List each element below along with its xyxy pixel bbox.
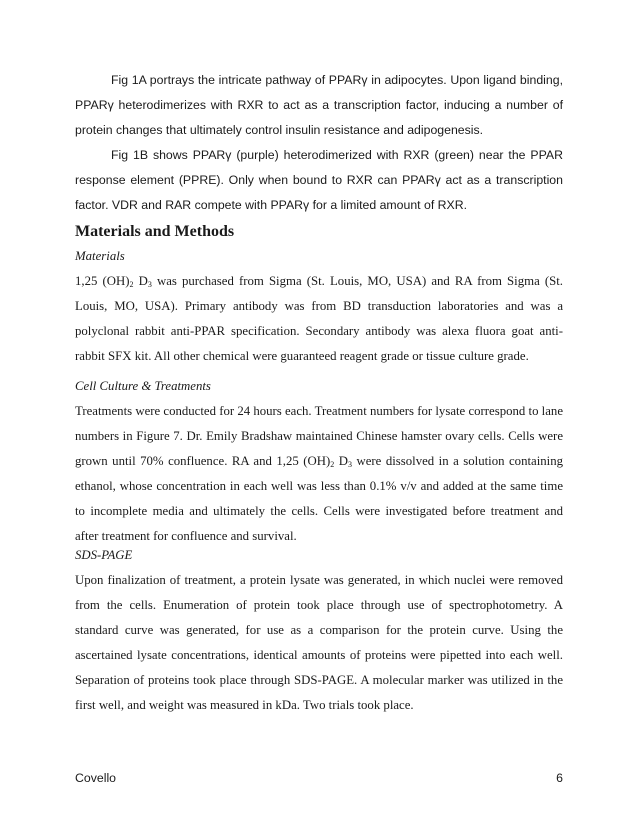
subscript: 2: [330, 460, 335, 469]
cell-culture-text-part: D: [334, 454, 349, 468]
materials-text-part: was purchased from Sigma (St. Louis, MO, USA) and RA from Sigma (St. Louis, MO, USA). Primary antibody was from BD transduction laboratories and was a polyclonal rabbit anti-PPAR specification. Secondary antibody was alexa fluora goat anti-rabbit SFX kit. All other chemical were guaranteed reagent grade or tissue culture grade.: [75, 274, 563, 363]
intro-paragraph-fig1a: Fig 1A portrays the intricate pathway of PPARγ in adipocytes. Upon ligand binding, PPARγ heterodimerizes with RXR to act as a transcription factor, inducing a number of protein changes that ultimately control insulin resistance and adipogenesis.: [75, 73, 563, 137]
sds-page-section: [75, 543, 563, 718]
subheading-cell-culture: Cell Culture & Treatments: [75, 379, 211, 393]
cell-culture-paragraph: [75, 399, 563, 549]
cell-culture-text-part: Treatments were conducted for 24 hours each. Treatment numbers for lysate correspond to lane numbers in Figure 7. Dr. Emily Bradshaw maintained Chinese hamster ovary cells. Cells were grown until 70% confluence. RA and 1,25 (OH): [75, 404, 563, 468]
materials-paragraph: [75, 269, 563, 369]
subscript: 3: [147, 280, 152, 289]
materials-section: [75, 244, 563, 369]
subscript: 3: [348, 460, 353, 469]
page-number: 6: [556, 771, 563, 785]
cell-culture-text-part: were dissolved in a solution containing ethanol, whose concentration in each well was less than 0.1% v/v and added at the same time to incomplete media and ultimately the cells. Cells were investigated before treatment and after treatment for confluence and survival.: [75, 454, 564, 543]
subheading-sds-page: SDS-PAGE: [75, 548, 133, 562]
materials-text-part: D: [133, 274, 148, 288]
subscript: 2: [129, 280, 134, 289]
footer-author: Covello: [75, 771, 117, 785]
cell-culture-section: [75, 374, 563, 549]
intro-paragraph-fig1b: Fig 1B shows PPARγ (purple) heterodimerized with RXR (green) near the PPAR response element (PPRE). Only when bound to RXR can PPARγ act as a transcription factor. VDR and RAR compete with PPARγ for a limited amount of RXR.: [75, 148, 563, 212]
materials-text-part: 1,25 (OH): [75, 274, 130, 288]
section-heading-materials-methods: Materials and Methods: [75, 223, 235, 240]
sds-page-paragraph: Upon finalization of treatment, a protein lysate was generated, in which nuclei were removed from the cells. Enumeration of protein took place through use of spectrophotometry. A standard curve was generated, for use as a comparison for the protein curve. Using the ascertained lysate concentrations, identical amounts of proteins were pipetted into each well. Separation of proteins took place through SDS-PAGE. A molecular marker was utilized in the first well, and weight was measured in kDa. Two trials took place.: [75, 573, 563, 712]
subheading-materials: Materials: [75, 249, 125, 263]
intro-section: [75, 68, 563, 218]
